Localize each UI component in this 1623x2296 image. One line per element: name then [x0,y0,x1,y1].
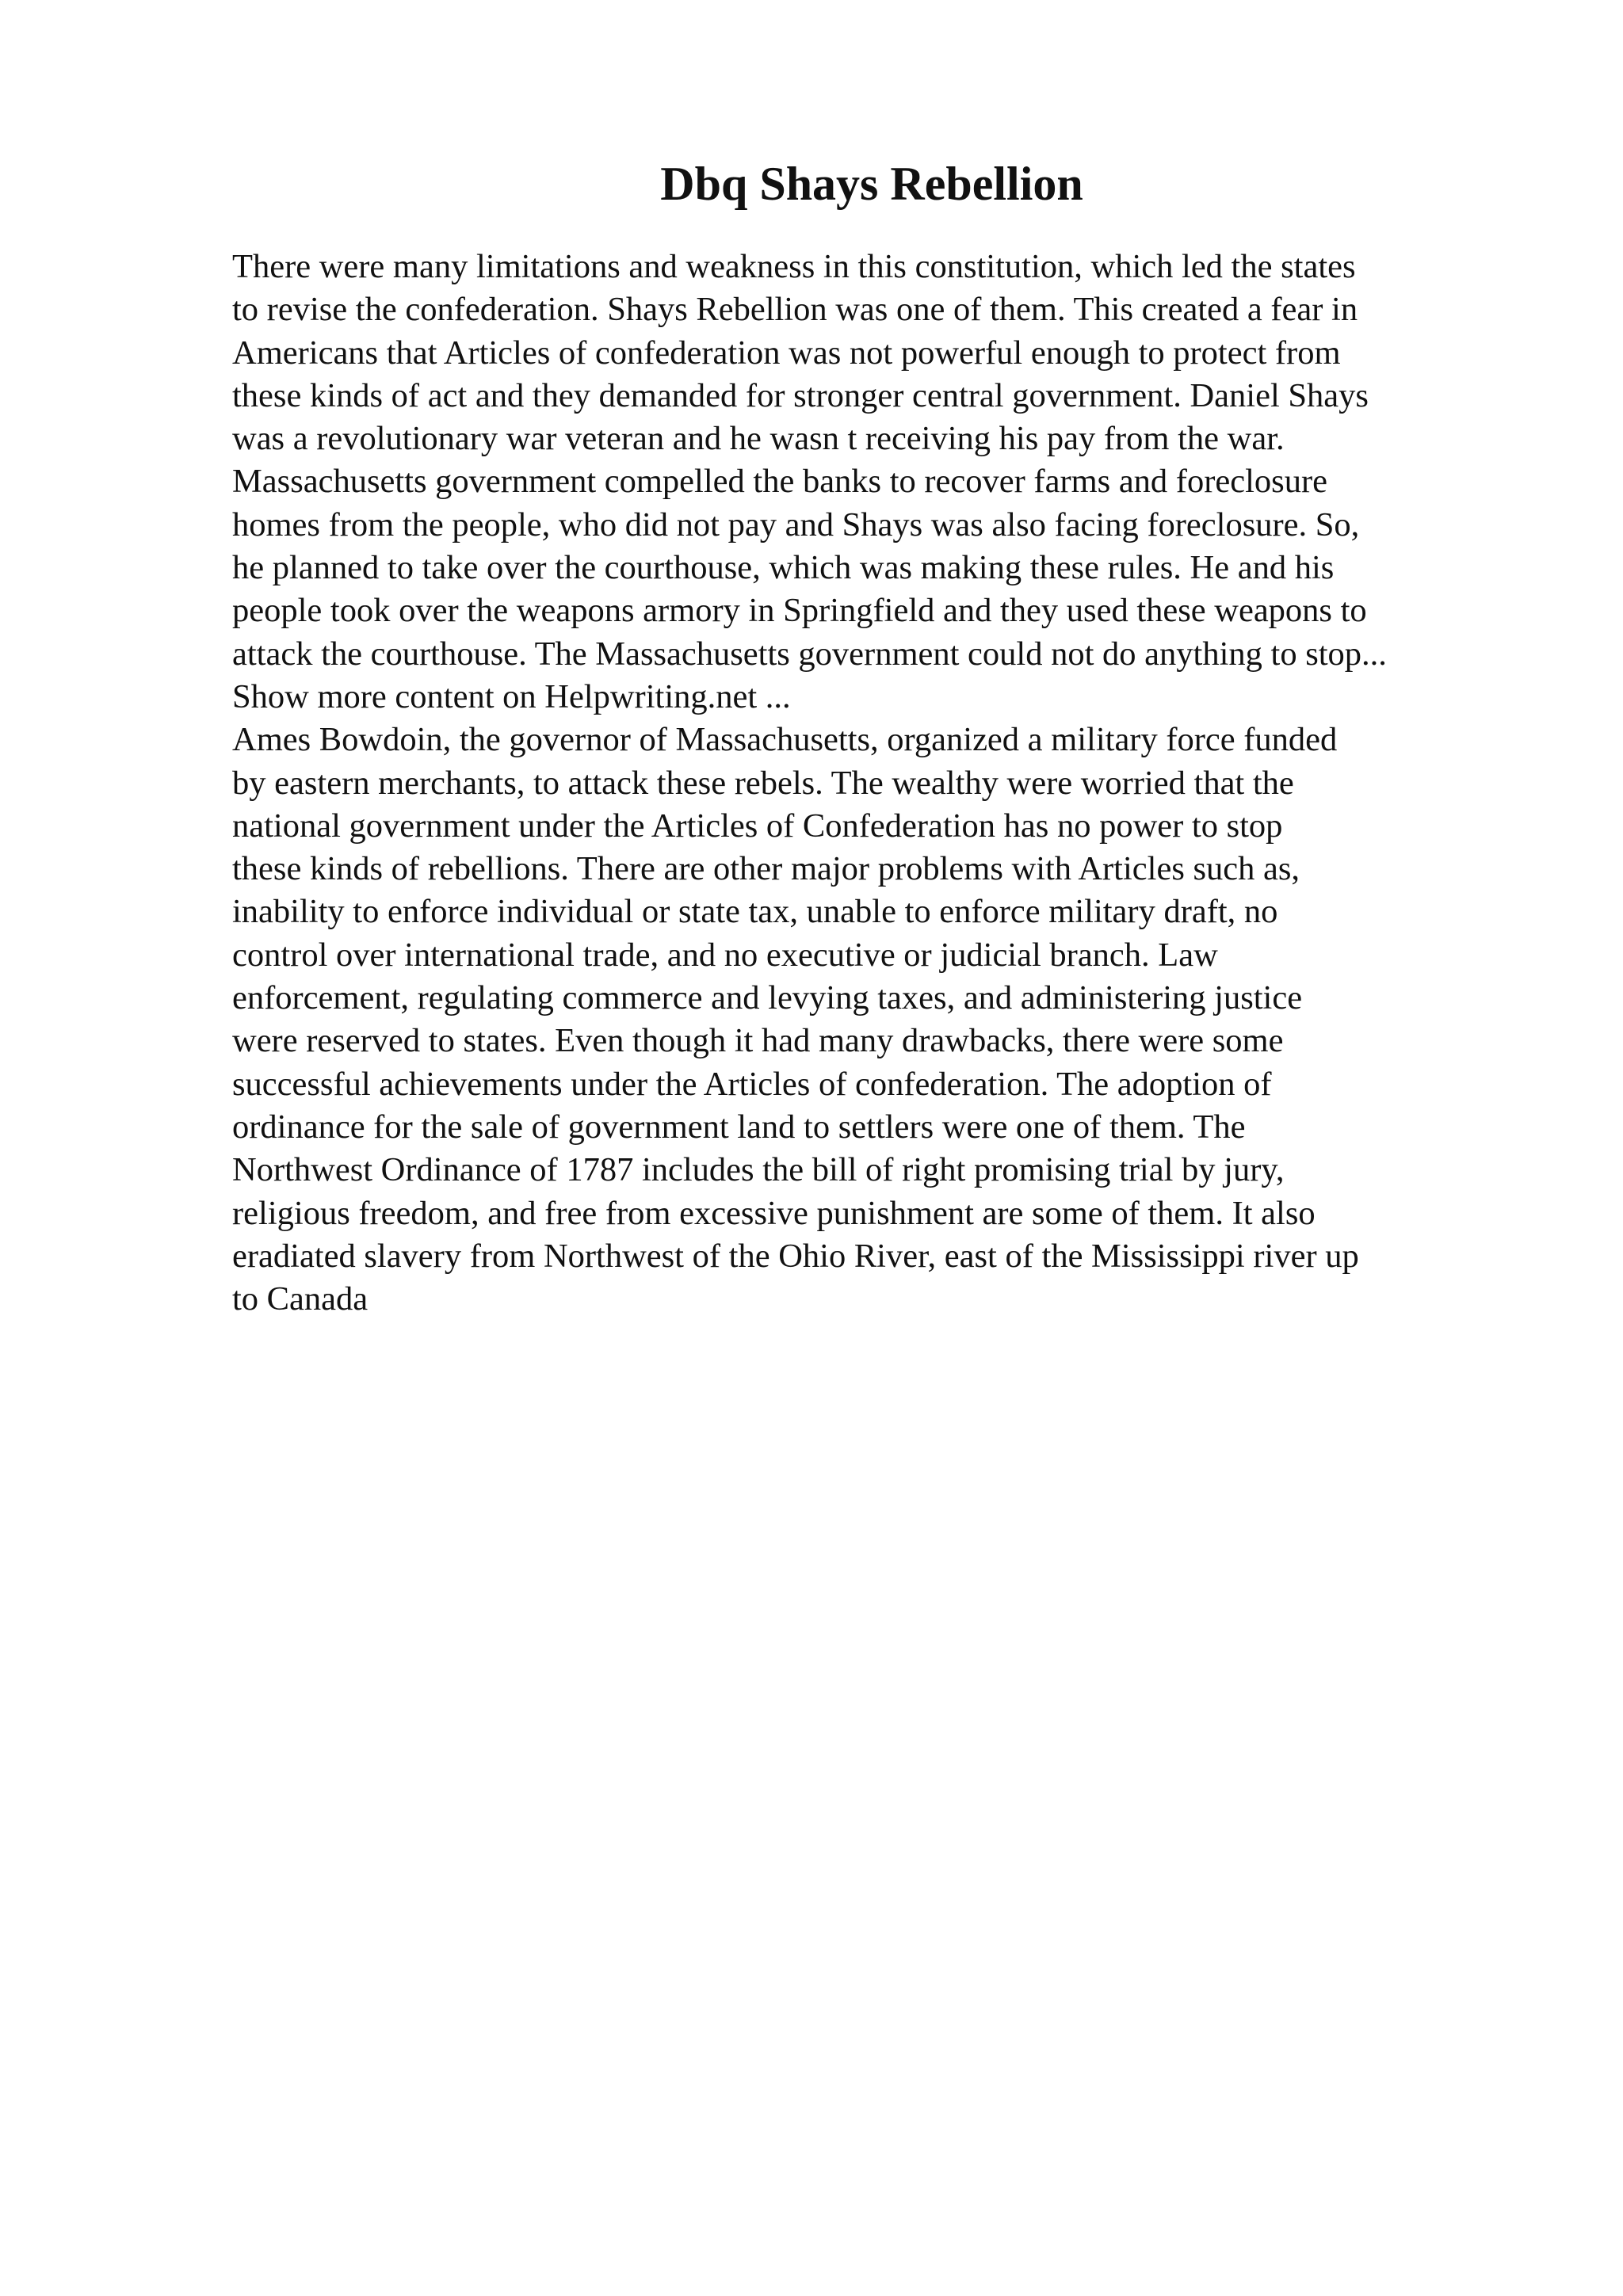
body-line: to revise the confederation. Shays Rebellion was one of them. This created a fear in [232,291,1358,329]
document-body [232,246,1516,1321]
body-line: was a revolutionary war veteran and he wasn t receiving his pay from the war. [232,420,1285,458]
body-line: ordinance for the sale of government land to settlers were one of them. The [232,1108,1246,1146]
show-more-line: Show more content on Helpwriting.net ... [232,677,791,715]
body-line: people took over the weapons armory in Springfield and they used these weapons to [232,592,1367,630]
body-line: religious freedom, and free from excessive punishment are some of them. It also [232,1194,1316,1232]
body-line: control over international trade, and no executive or judicial branch. Law [232,936,1218,974]
body-line: attack the courthouse. The Massachusetts government could not do anything to stop... [232,635,1387,673]
body-line: Massachusetts government compelled the banks to recover farms and foreclosure [232,463,1327,501]
body-line: successful achievements under the Articles of confederation. The adoption of [232,1065,1272,1103]
body-line: Ames Bowdoin, the governor of Massachusetts, organized a military force funded [232,721,1338,759]
document-title: Dbq Shays Rebellion [660,158,1083,210]
body-line: There were many limitations and weakness in this constitution, which led the states [232,248,1356,285]
body-line: these kinds of act and they demanded for stronger central government. Daniel Shays [232,376,1369,414]
body-line: these kinds of rebellions. There are other major problems with Articles such as, [232,850,1300,888]
body-line: inability to enforce individual or state tax, unable to enforce military draft, no [232,893,1278,931]
body-line: homes from the people, who did not pay and Shays was also facing foreclosure. So, [232,505,1360,543]
body-line: he planned to take over the courthouse, which was making these rules. He and his [232,549,1335,587]
body-line: eradiated slavery from Northwest of the Ohio River, east of the Mississippi river up [232,1237,1359,1275]
body-line: Americans that Articles of confederation was not powerful enough to protect from [232,334,1341,372]
body-line: by eastern merchants, to attack these rebels. The wealthy were worried that the [232,764,1294,802]
body-line: Northwest Ordinance of 1787 includes the bill of right promising trial by jury, [232,1151,1285,1189]
body-line: to Canada [232,1280,369,1318]
body-line: enforcement, regulating commerce and levying taxes, and administering justice [232,979,1303,1017]
body-line: national government under the Articles of Confederation has no power to stop [232,807,1283,845]
body-line: were reserved to states. Even though it had many drawbacks, there were some [232,1022,1284,1060]
